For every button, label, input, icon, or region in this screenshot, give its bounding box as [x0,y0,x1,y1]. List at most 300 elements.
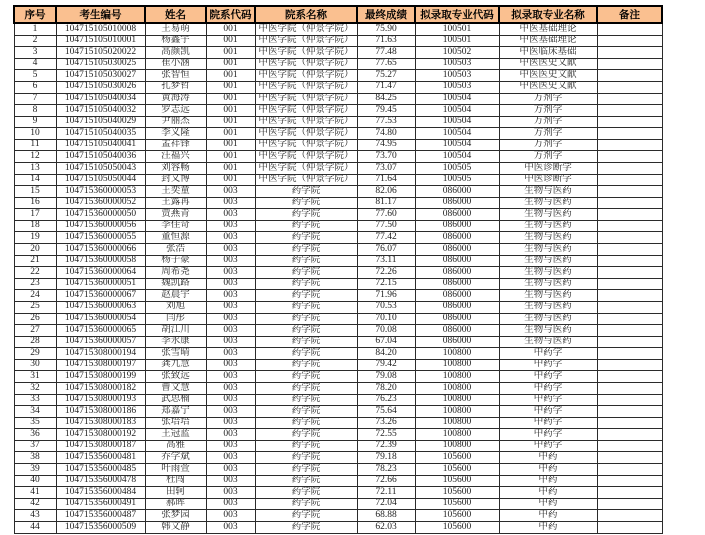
table-cell [597,70,662,82]
table-cell: 73.70 [357,151,415,163]
table-row [14,70,662,82]
table-cell: 003 [206,348,255,360]
table-cell: 中医诊断学 [499,174,597,186]
table-cell [597,348,662,360]
table-cell: 105600 [415,464,499,476]
table-cell: 24 [14,290,56,302]
table-cell [597,325,662,337]
table-cell: 086000 [415,325,499,337]
table-cell: 003 [206,371,255,383]
column-header: 拟录取专业代码 [415,6,499,23]
table-row [14,301,662,313]
table-cell: 药学院 [255,313,357,325]
table-cell: 中医学院（仲景学院） [255,128,357,140]
table-cell [597,429,662,441]
table-cell: 黄海涛 [145,93,206,105]
table-cell: 药学院 [255,452,357,464]
table-cell: 中药学 [499,348,597,360]
table-cell: 74.80 [357,128,415,140]
table-row [14,93,662,105]
table-cell: 26 [14,313,56,325]
table-cell: 100504 [415,116,499,128]
table-cell: 100800 [415,371,499,383]
column-header: 备注 [597,6,662,23]
table-cell: 药学院 [255,429,357,441]
table-cell: 104715105050043 [56,163,145,175]
table-cell: 086000 [415,336,499,348]
table-cell: 003 [206,406,255,418]
table-cell: 药学院 [255,197,357,209]
table-cell: 龚九慧 [145,359,206,371]
table-cell [597,498,662,510]
table-cell: 中医学院（仲景学院） [255,139,357,151]
table-cell: 中药 [499,452,597,464]
table-cell: 刘旭 [145,301,206,313]
table-cell: 003 [206,313,255,325]
table-cell: 104715105040029 [56,116,145,128]
table-row [14,128,662,140]
table-cell: 086000 [415,186,499,198]
table-cell: 003 [206,429,255,441]
table-row [14,220,662,232]
table-cell: 田轲 [145,487,206,499]
table-cell: 中药 [499,521,597,533]
table-cell: 003 [206,232,255,244]
table-cell [597,174,662,186]
table-cell: 中药学 [499,382,597,394]
table-cell: 104715308000186 [56,406,145,418]
table-cell [597,452,662,464]
table-cell: 崔小涵 [145,58,206,70]
table-cell: 药学院 [255,440,357,452]
table-cell: 003 [206,382,255,394]
table-cell: 11 [14,139,56,151]
table-cell: 方剂学 [499,116,597,128]
table-row [14,139,662,151]
table-cell: 16 [14,197,56,209]
table-row [14,278,662,290]
table-cell: 中药学 [499,406,597,418]
table-row [14,382,662,394]
table-cell: 73.26 [357,417,415,429]
table-cell: 001 [206,70,255,82]
table-cell: 42 [14,498,56,510]
table-cell: 中医学院（仲景学院） [255,70,357,82]
table-cell: 张智恒 [145,70,206,82]
table-cell [597,440,662,452]
table-cell: 生物与医药 [499,313,597,325]
table-cell: 王易萌 [145,23,206,35]
table-cell: 方剂学 [499,93,597,105]
column-header: 院系名称 [255,6,357,23]
column-header: 院系代码 [206,6,255,23]
table-cell: 刘容畅 [145,163,206,175]
table-cell: 003 [206,186,255,198]
table-cell: 9 [14,116,56,128]
table-row [14,255,662,267]
table-cell: 中药 [499,510,597,522]
table-cell: 68.88 [357,510,415,522]
table-row [14,429,662,441]
table-cell: 75.27 [357,70,415,82]
table-cell: 003 [206,290,255,302]
table-cell [597,116,662,128]
table-row [14,348,662,360]
table-cell: 封义博 [145,174,206,186]
table-cell: 84.25 [357,93,415,105]
table-cell [597,278,662,290]
table-cell: 104715105010001 [56,35,145,47]
table-body [14,23,662,534]
table-cell: 中医医史文献 [499,58,597,70]
table-cell: 104715360000065 [56,325,145,337]
table-cell: 104715105030027 [56,70,145,82]
table-cell [597,163,662,175]
table-cell: 13 [14,163,56,175]
table-row [14,209,662,221]
table-cell: 003 [206,301,255,313]
table-cell: 药学院 [255,475,357,487]
admission-table [13,5,663,534]
table-cell: 生物与医药 [499,290,597,302]
table-row [14,232,662,244]
table-cell: 中药学 [499,394,597,406]
table-row [14,163,662,175]
table-cell: 100501 [415,35,499,47]
table-cell: 生物与医药 [499,278,597,290]
table-row [14,464,662,476]
table-cell: 001 [206,23,255,35]
table-cell: 药学院 [255,394,357,406]
table-cell: 方剂学 [499,105,597,117]
table-cell: 104715356000491 [56,498,145,510]
table-cell: 张浩 [145,244,206,256]
table-cell [597,359,662,371]
table-cell [597,255,662,267]
table-cell: 77.50 [357,220,415,232]
table-cell: 73.11 [357,255,415,267]
table-row [14,406,662,418]
table-cell: 105600 [415,475,499,487]
table-cell: 003 [206,417,255,429]
table-cell: 方剂学 [499,139,597,151]
table-cell: 周希尧 [145,267,206,279]
table-cell: 中药学 [499,371,597,383]
table-cell: 001 [206,174,255,186]
table-cell: 5 [14,70,56,82]
table-cell: 35 [14,417,56,429]
table-cell [597,35,662,47]
table-cell: 中药 [499,487,597,499]
column-header: 序号 [14,6,56,23]
table-cell: 14 [14,174,56,186]
table-cell: 中医学院（仲景学院） [255,163,357,175]
table-cell: 82.06 [357,186,415,198]
table-cell: 2 [14,35,56,47]
table-cell: 104715360000067 [56,290,145,302]
table-cell: 29 [14,348,56,360]
table-cell: 70.10 [357,313,415,325]
table-row [14,510,662,522]
header-row [14,6,662,23]
table-cell: 董恒源 [145,232,206,244]
table-cell: 104715356000478 [56,475,145,487]
table-row [14,58,662,70]
table-cell: 药学院 [255,232,357,244]
table-cell: 73.07 [357,163,415,175]
table-cell: 药学院 [255,209,357,221]
table-cell: 086000 [415,278,499,290]
table-cell: 胡江川 [145,325,206,337]
table-cell: 生物与医药 [499,209,597,221]
table-cell: 003 [206,278,255,290]
table-cell: 104715308000199 [56,371,145,383]
table-cell [597,23,662,35]
table-cell: 086000 [415,301,499,313]
table-cell: 药学院 [255,487,357,499]
table-cell [597,521,662,533]
table-cell: 生物与医药 [499,336,597,348]
table-cell: 71.96 [357,290,415,302]
table-cell: 003 [206,498,255,510]
table-cell: 高雅 [145,440,206,452]
table-cell: 72.55 [357,429,415,441]
table-row [14,174,662,186]
table-cell: 中药学 [499,359,597,371]
table-cell: 生物与医药 [499,197,597,209]
table-cell: 中医学院（仲景学院） [255,174,357,186]
table-cell: 药学院 [255,348,357,360]
table-cell: 药学院 [255,267,357,279]
table-cell: 086000 [415,220,499,232]
table-cell: 105600 [415,452,499,464]
table-cell [597,93,662,105]
table-cell: 25 [14,301,56,313]
table-cell: 郑嘉宁 [145,406,206,418]
table-cell: 105600 [415,521,499,533]
table-cell: 70.53 [357,301,415,313]
table-cell: 104715105040036 [56,151,145,163]
table-cell: 中医医史文献 [499,70,597,82]
table-cell: 104715308000192 [56,429,145,441]
table-cell: 汪福兴 [145,151,206,163]
table-row [14,290,662,302]
table-cell: 003 [206,487,255,499]
table-row [14,105,662,117]
table-cell [597,464,662,476]
table-cell: 中药 [499,475,597,487]
table-cell [597,220,662,232]
table-cell: 72.66 [357,475,415,487]
column-header: 考生编号 [56,6,145,23]
table-cell: 003 [206,510,255,522]
table-cell: 003 [206,220,255,232]
table-cell: 104715105030025 [56,58,145,70]
table-cell: 100504 [415,105,499,117]
table-cell: 79.18 [357,452,415,464]
table-cell: 75.64 [357,406,415,418]
table-cell: 韩文静 [145,521,206,533]
table-cell: 104715356000509 [56,521,145,533]
table-cell: 21 [14,255,56,267]
table-cell: 22 [14,267,56,279]
table-cell: 曹文慧 [145,382,206,394]
table-cell: 100503 [415,70,499,82]
table-cell: 10 [14,128,56,140]
table-cell: 药学院 [255,278,357,290]
table-cell: 叶雨萱 [145,464,206,476]
table-cell: 中医基础理论 [499,23,597,35]
table-row [14,23,662,35]
table-cell: 生物与医药 [499,244,597,256]
table-cell: 76.23 [357,394,415,406]
table-cell: 100504 [415,93,499,105]
table-cell: 3 [14,47,56,59]
table-cell: 77.65 [357,58,415,70]
table-cell [597,371,662,383]
table-cell: 72.15 [357,278,415,290]
table-cell: 100800 [415,440,499,452]
table-cell: 71.47 [357,81,415,93]
table-cell: 086000 [415,209,499,221]
table-cell: 100800 [415,429,499,441]
table-cell: 40 [14,475,56,487]
table-cell: 104715308000194 [56,348,145,360]
table-cell: 104715308000182 [56,382,145,394]
table-cell: 71.63 [357,35,415,47]
table-row [14,313,662,325]
table-cell: 72.26 [357,267,415,279]
table-cell: 100502 [415,47,499,59]
table-cell: 张梦园 [145,510,206,522]
table-cell: 王奕童 [145,186,206,198]
table-row [14,244,662,256]
table-cell: 23 [14,278,56,290]
table-cell: 27 [14,325,56,337]
table-cell: 王露苒 [145,197,206,209]
column-header: 最终成绩 [357,6,415,23]
table-row [14,359,662,371]
table-cell: 39 [14,464,56,476]
table-cell: 乔学斌 [145,452,206,464]
table-cell: 药学院 [255,220,357,232]
table-cell [597,336,662,348]
column-header: 姓名 [145,6,206,23]
table-row [14,498,662,510]
table-cell [597,209,662,221]
table-cell: 赵晨宇 [145,290,206,302]
table-cell: 43 [14,510,56,522]
table-cell: 魏凯路 [145,278,206,290]
table-cell [597,267,662,279]
table-cell: 105600 [415,498,499,510]
table-cell: 方剂学 [499,151,597,163]
table-cell: 18 [14,220,56,232]
table-cell: 100800 [415,382,499,394]
table-cell: 100800 [415,359,499,371]
table-cell: 104715360000052 [56,197,145,209]
table-cell: 72.04 [357,498,415,510]
table-cell: 中医诊断学 [499,163,597,175]
table-cell: 100800 [415,348,499,360]
table-cell [597,139,662,151]
table-cell: 76.07 [357,244,415,256]
table-cell: 闫彤 [145,313,206,325]
table-row [14,186,662,198]
table-cell: 41 [14,487,56,499]
table-cell: 79.08 [357,371,415,383]
table-cell: 中医学院（仲景学院） [255,116,357,128]
table-cell: 104715356000481 [56,452,145,464]
table-cell: 105600 [415,487,499,499]
table-cell: 中医学院（仲景学院） [255,93,357,105]
table-cell: 张雪晴 [145,348,206,360]
table-row [14,325,662,337]
table-cell: 104715105050044 [56,174,145,186]
table-cell: 104715360000056 [56,220,145,232]
table-cell: 孔梦哲 [145,81,206,93]
table-cell [597,394,662,406]
table-cell: 78.23 [357,464,415,476]
table-cell: 104715105020022 [56,47,145,59]
table-row [14,417,662,429]
table-cell: 086000 [415,267,499,279]
table-row [14,81,662,93]
table-cell: 100501 [415,23,499,35]
table-row [14,440,662,452]
table-cell: 中药 [499,464,597,476]
table-cell: 72.39 [357,440,415,452]
table-cell: 药学院 [255,406,357,418]
table-cell: 中医学院（仲景学院） [255,58,357,70]
table-row [14,151,662,163]
table-cell: 17 [14,209,56,221]
table-cell: 104715356000485 [56,464,145,476]
table-cell: 104715360000053 [56,186,145,198]
table-cell: 003 [206,452,255,464]
table-row [14,47,662,59]
table-cell: 100800 [415,394,499,406]
table-cell [597,244,662,256]
table-cell: 31 [14,371,56,383]
table-row [14,394,662,406]
table-cell: 生物与医药 [499,232,597,244]
table-cell: 生物与医药 [499,255,597,267]
table-cell [597,406,662,418]
table-row [14,475,662,487]
table-cell: 19 [14,232,56,244]
table-cell [597,151,662,163]
table-cell: 李佳奇 [145,220,206,232]
table-cell: 12 [14,151,56,163]
table-cell: 杜闯 [145,475,206,487]
table-cell [597,47,662,59]
table-cell: 003 [206,267,255,279]
table-cell: 003 [206,325,255,337]
table-cell: 药学院 [255,521,357,533]
table-cell: 生物与医药 [499,220,597,232]
table-cell: 100504 [415,151,499,163]
table-cell: 中药 [499,498,597,510]
table-cell: 药学院 [255,244,357,256]
table-cell: 104715360000051 [56,278,145,290]
table-cell: 药学院 [255,336,357,348]
table-cell: 44 [14,521,56,533]
table-cell: 张培培 [145,417,206,429]
table-cell: 中药学 [499,417,597,429]
table-cell: 罗志远 [145,105,206,117]
table-cell: 药学院 [255,186,357,198]
